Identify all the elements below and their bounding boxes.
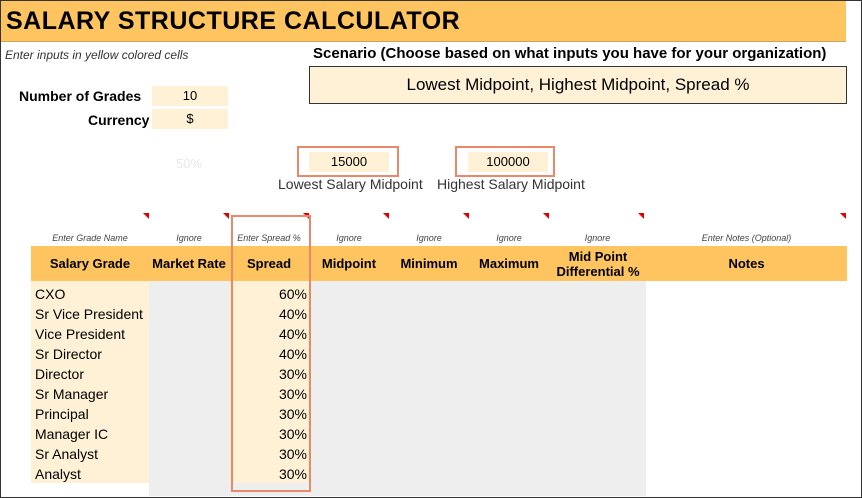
hint-spread: Enter Spread % bbox=[237, 233, 301, 243]
hint-grade-name: Enter Grade Name bbox=[52, 233, 128, 243]
scenario-label: Scenario (Choose based on what inputs you have for your organization) bbox=[313, 45, 827, 62]
hint-market-rate: Ignore bbox=[176, 233, 202, 243]
hint-differential: Ignore bbox=[584, 233, 611, 243]
currency-input[interactable]: $ bbox=[152, 109, 228, 129]
title-bar bbox=[1, 1, 846, 42]
comment-marker-icon[interactable] bbox=[463, 213, 469, 219]
comment-marker-icon[interactable] bbox=[543, 213, 549, 219]
grade-name-cell[interactable]: Director bbox=[35, 366, 85, 382]
grade-name-cell[interactable]: Analyst bbox=[35, 466, 81, 482]
currency-label: Currency bbox=[88, 112, 150, 128]
spread-cell[interactable]: 30% bbox=[278, 406, 307, 422]
spread-cell[interactable]: 30% bbox=[278, 466, 307, 482]
hint-maximum: Ignore bbox=[496, 233, 522, 243]
spread-cell[interactable]: 30% bbox=[278, 386, 307, 402]
comment-marker-icon[interactable] bbox=[840, 213, 846, 219]
spread-cell[interactable]: 40% bbox=[278, 346, 307, 362]
comment-marker-icon[interactable] bbox=[638, 213, 644, 219]
grade-name-cell[interactable]: Sr Analyst bbox=[35, 446, 99, 462]
grade-name-cell[interactable]: Manager IC bbox=[35, 426, 109, 442]
lowest-midpoint-input[interactable]: 15000 bbox=[309, 152, 389, 172]
header-spread: Spread bbox=[246, 256, 292, 271]
comment-marker-icon[interactable] bbox=[223, 213, 229, 219]
header-minimum: Minimum bbox=[400, 256, 458, 271]
header-maximum: Maximum bbox=[479, 256, 539, 271]
spread-column-highlight bbox=[231, 215, 311, 492]
spread-cell[interactable]: 60% bbox=[278, 286, 307, 302]
grade-name-cell[interactable]: CXO bbox=[35, 286, 66, 302]
grades-input[interactable]: 10 bbox=[152, 86, 228, 106]
highest-midpoint-caption: Highest Salary Midpoint bbox=[437, 176, 585, 192]
spread-cell[interactable]: 40% bbox=[278, 326, 307, 342]
lowest-midpoint-caption: Lowest Salary Midpoint bbox=[278, 176, 423, 192]
spread-cell[interactable]: 30% bbox=[278, 446, 307, 462]
header-notes: Notes bbox=[728, 256, 765, 271]
spread-cell[interactable]: 30% bbox=[278, 426, 307, 442]
spread-cell[interactable]: 30% bbox=[278, 366, 307, 382]
grade-name-cell[interactable]: Sr Manager bbox=[35, 386, 109, 402]
hint-notes: Enter Notes (Optional) bbox=[701, 233, 792, 243]
grade-name-cell[interactable]: Principal bbox=[35, 406, 89, 422]
header-mid-point-differential: Mid Point Differential % bbox=[556, 248, 640, 279]
highest-midpoint-input[interactable]: 100000 bbox=[468, 152, 548, 172]
hint-minimum: Ignore bbox=[416, 233, 442, 243]
grades-label: Number of Grades bbox=[19, 88, 142, 104]
page-title: SALARY STRUCTURE CALCULATOR bbox=[6, 7, 461, 35]
hint-midpoint: Ignore bbox=[336, 233, 362, 243]
grade-name-cell[interactable]: Sr Director bbox=[35, 346, 102, 362]
comment-marker-icon[interactable] bbox=[143, 213, 149, 219]
calculated-columns-area bbox=[149, 281, 646, 496]
scenario-dropdown[interactable]: Lowest Midpoint, Highest Midpoint, Spread % bbox=[309, 66, 847, 104]
header-midpoint: Midpoint bbox=[321, 256, 377, 271]
spread-cell[interactable]: 40% bbox=[278, 306, 307, 322]
header-market-rate: Market Rate bbox=[152, 256, 226, 271]
hidden-cell-value: 50% bbox=[176, 156, 203, 171]
grade-name-cell[interactable]: Vice President bbox=[35, 326, 126, 342]
header-salary-grade: Salary Grade bbox=[49, 256, 131, 271]
grade-name-cell[interactable]: Sr Vice President bbox=[35, 306, 143, 322]
comment-marker-icon[interactable] bbox=[383, 213, 389, 219]
instruction-text: Enter inputs in yellow colored cells bbox=[5, 48, 189, 62]
